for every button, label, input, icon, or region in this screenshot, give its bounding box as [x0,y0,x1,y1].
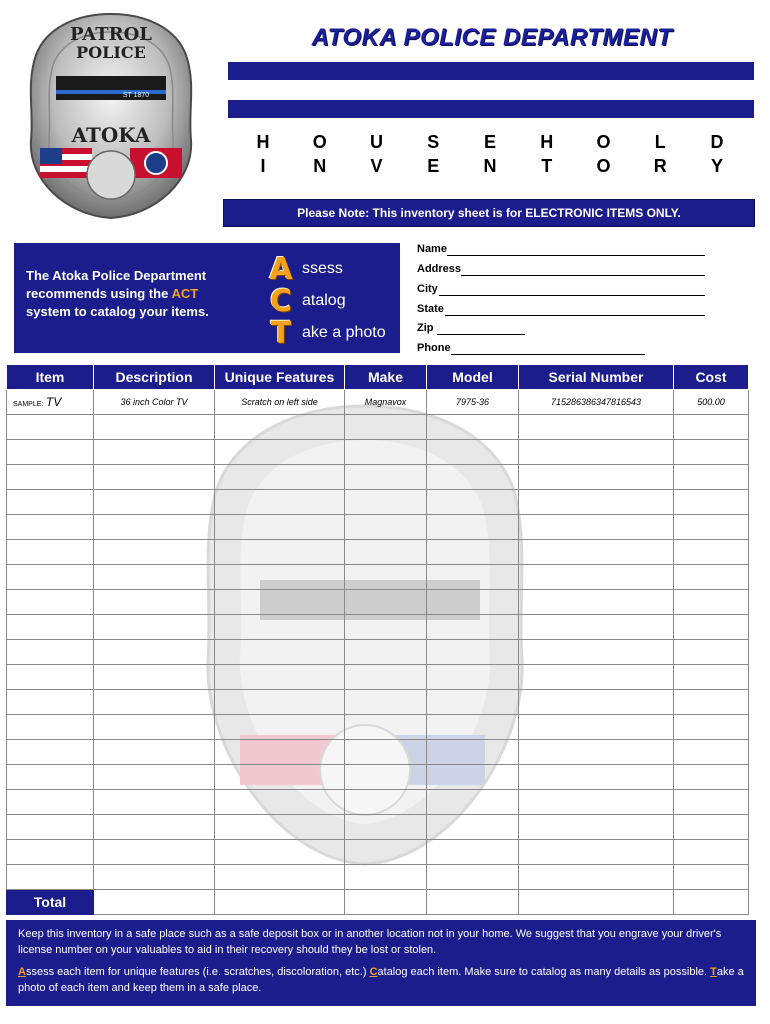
table-row [7,465,749,490]
header-bar-bottom [228,100,754,118]
table-cell[interactable] [345,690,427,715]
table-cell[interactable] [345,865,427,890]
table-cell[interactable] [674,665,749,690]
table-cell[interactable] [674,465,749,490]
table-cell[interactable] [427,790,519,815]
table-cell[interactable] [345,515,427,540]
table-cell[interactable] [215,640,345,665]
table-cell[interactable] [427,640,519,665]
table-cell[interactable] [519,890,674,915]
col-unique-features: Unique Features [215,365,345,390]
table-row [7,865,749,890]
table-row [7,690,749,715]
sample-item-cell[interactable]: SAMPLE: TV [7,390,94,415]
table-cell[interactable] [345,665,427,690]
table-cell[interactable] [94,540,215,565]
table-cell[interactable] [215,515,345,540]
table-cell[interactable] [215,715,345,740]
name-field[interactable] [417,243,447,255]
total-label: Total [7,890,94,915]
table-cell[interactable] [427,865,519,890]
table-cell[interactable] [674,540,749,565]
table-cell[interactable] [94,840,215,865]
table-cell[interactable] [674,615,749,640]
table-cell[interactable] [7,765,94,790]
table-cell[interactable] [427,815,519,840]
table-cell[interactable] [94,890,215,915]
table-cell[interactable] [519,565,674,590]
table-cell[interactable] [674,765,749,790]
table-cell[interactable] [345,565,427,590]
sample-serial-cell[interactable]: 715286386347816543 [519,390,674,415]
table-cell[interactable] [94,615,215,640]
table-cell[interactable] [215,765,345,790]
table-cell[interactable] [674,840,749,865]
table-cell[interactable] [427,840,519,865]
table-cell[interactable] [674,715,749,740]
table-cell[interactable] [94,740,215,765]
table-cell[interactable] [215,490,345,515]
table-cell[interactable] [427,690,519,715]
table-cell[interactable] [215,440,345,465]
table-cell[interactable] [7,465,94,490]
page-title: ATOKA POLICE DEPARTMENT [311,24,673,51]
table-cell[interactable] [215,665,345,690]
table-cell[interactable] [7,640,94,665]
footer-safekeeping-text: Keep this inventory in a safe place such as a safe deposit box or in another location not in your home. We suggest that you engrave your driver's license number on your valuables to aid in their recovery should they be lost or stolen. [18,928,722,956]
phone-label: Phone [417,342,451,354]
table-row [7,815,749,840]
table-cell[interactable] [215,865,345,890]
table-cell[interactable] [427,590,519,615]
table-cell[interactable] [519,815,674,840]
act-step-catalog: C atalog [269,283,346,319]
table-cell[interactable] [215,890,345,915]
table-cell[interactable] [519,765,674,790]
table-row [7,615,749,640]
col-description: Description [94,365,215,390]
police-badge-logo [26,10,196,222]
table-cell[interactable] [427,515,519,540]
table-cell[interactable] [215,415,345,440]
table-cell[interactable] [345,440,427,465]
table-cell[interactable] [427,565,519,590]
table-cell[interactable] [215,565,345,590]
sample-model-cell[interactable]: 7975-36 [427,390,519,415]
sample-cost-cell[interactable]: 500.00 [674,390,749,415]
table-cell[interactable] [345,615,427,640]
table-cell[interactable] [7,815,94,840]
table-cell[interactable] [674,640,749,665]
table-cell[interactable] [519,515,674,540]
table-cell[interactable] [94,415,215,440]
table-cell[interactable] [345,490,427,515]
table-cell[interactable] [7,565,94,590]
table-cell[interactable] [427,765,519,790]
table-cell[interactable] [7,865,94,890]
table-cell[interactable] [519,615,674,640]
table-cell[interactable] [94,790,215,815]
table-cell[interactable] [215,840,345,865]
table-cell[interactable] [94,440,215,465]
table-cell[interactable] [519,840,674,865]
state-label: State [417,303,444,315]
table-cell[interactable] [7,440,94,465]
table-cell[interactable] [345,640,427,665]
table-cell[interactable] [345,715,427,740]
table-cell[interactable] [345,465,427,490]
table-cell[interactable] [427,665,519,690]
table-cell[interactable] [674,515,749,540]
footer-act-text: Assess each item for unique features (i.e. scratches, discoloration, etc.) Catalog each item. Make sure to catalog as many details as possible. Take a photo of each item and keep them in a safe place. [18,966,744,994]
city-label: City [417,283,438,295]
electronic-items-note: Please Note: This inventory sheet is for ELECTRONIC ITEMS ONLY. [224,200,754,226]
table-cell[interactable] [94,865,215,890]
table-cell[interactable] [215,790,345,815]
table-row [7,565,749,590]
table-cell[interactable] [519,590,674,615]
state-field[interactable] [417,303,444,315]
table-cell[interactable] [674,790,749,815]
table-cell[interactable] [345,840,427,865]
table-cell[interactable] [345,590,427,615]
col-cost: Cost [674,365,749,390]
table-cell[interactable] [345,415,427,440]
table-cell[interactable] [94,565,215,590]
phone-field[interactable] [417,342,451,354]
table-row [7,765,749,790]
table-cell[interactable] [94,590,215,615]
table-cell[interactable] [345,740,427,765]
col-item: Item [7,365,94,390]
table-cell[interactable] [345,765,427,790]
address-label: Address [417,263,462,275]
table-cell[interactable] [7,615,94,640]
act-step-assess: A ssess [269,251,343,287]
table-cell[interactable] [7,690,94,715]
table-cell[interactable] [427,740,519,765]
act-recommendation: The Atoka Police Department recommends using the ACT system to catalog your items. [26,268,209,319]
table-cell[interactable] [519,690,674,715]
table-cell[interactable] [7,540,94,565]
table-cell[interactable] [674,490,749,515]
total-row [7,890,749,915]
table-row [7,640,749,665]
table-cell[interactable] [7,490,94,515]
table-cell[interactable] [674,590,749,615]
table-cell[interactable] [519,465,674,490]
table-cell[interactable] [345,540,427,565]
sample-row [7,390,749,415]
table-row [7,590,749,615]
table-cell[interactable] [519,715,674,740]
name-label: Name [417,243,447,255]
table-row [7,540,749,565]
table-cell[interactable] [7,665,94,690]
footer-instructions [6,920,756,1006]
table-cell[interactable] [427,490,519,515]
table-row [7,665,749,690]
table-cell[interactable] [345,815,427,840]
table-cell[interactable] [674,815,749,840]
table-cell[interactable] [7,740,94,765]
table-cell[interactable] [94,515,215,540]
table-cell[interactable] [519,740,674,765]
table-cell[interactable] [215,590,345,615]
table-cell[interactable] [674,440,749,465]
table-header-row [7,365,749,390]
inventory-table [6,364,748,912]
table-cell[interactable] [94,765,215,790]
act-system-box [14,243,400,353]
table-cell[interactable] [519,540,674,565]
table-row [7,415,749,440]
sample-make-cell[interactable]: Magnavox [345,390,427,415]
table-cell[interactable] [519,440,674,465]
table-cell[interactable] [427,440,519,465]
table-row [7,840,749,865]
table-cell[interactable] [215,615,345,640]
badge-mid-text: POLICE [76,43,146,62]
zip-field[interactable] [417,322,434,334]
sample-description-cell[interactable]: 36 inch Color TV [94,390,215,415]
table-cell[interactable] [427,415,519,440]
table-row [7,740,749,765]
table-cell[interactable] [94,640,215,665]
badge-top-text: PATROL [70,24,152,45]
table-cell[interactable] [427,540,519,565]
col-make: Make [345,365,427,390]
table-cell[interactable] [345,790,427,815]
table-cell[interactable] [94,815,215,840]
header-bar-top [228,62,754,80]
table-cell[interactable] [674,740,749,765]
table-cell[interactable] [519,865,674,890]
table-cell[interactable] [7,840,94,865]
table-cell[interactable] [519,790,674,815]
table-row [7,715,749,740]
household-word: H O U S E H O L D [256,132,724,152]
table-cell[interactable] [215,690,345,715]
sample-features-cell[interactable]: Scratch on left side [215,390,345,415]
table-cell[interactable] [345,890,427,915]
table-cell[interactable] [427,715,519,740]
table-cell[interactable] [519,490,674,515]
col-model: Model [427,365,519,390]
act-step-photo: T ake a photo [270,315,386,351]
table-cell[interactable] [7,515,94,540]
table-cell[interactable] [7,415,94,440]
table-cell[interactable] [427,890,519,915]
badge-date-text: ST 1870 [122,92,150,99]
table-cell[interactable] [674,415,749,440]
table-cell[interactable] [215,465,345,490]
table-cell[interactable] [427,615,519,640]
col-serial-number: Serial Number [519,365,674,390]
inventory-word: I N V E N T O R Y [260,156,723,176]
table-cell[interactable] [427,465,519,490]
table-cell[interactable] [94,690,215,715]
table-row [7,440,749,465]
table-cell[interactable] [94,665,215,690]
table-cell[interactable] [215,540,345,565]
table-cell[interactable] [94,465,215,490]
table-cell[interactable] [215,815,345,840]
table-cell[interactable] [94,715,215,740]
table-cell[interactable] [519,665,674,690]
table-cell[interactable] [674,865,749,890]
table-cell[interactable] [7,715,94,740]
table-cell[interactable] [519,415,674,440]
table-cell[interactable] [674,690,749,715]
table-cell[interactable] [94,490,215,515]
table-row [7,490,749,515]
table-cell[interactable] [519,640,674,665]
table-cell[interactable] [674,565,749,590]
table-cell[interactable] [7,590,94,615]
zip-label: Zip [417,322,434,334]
total-cost-cell[interactable] [674,890,749,915]
table-cell[interactable] [7,790,94,815]
city-field[interactable] [417,283,438,295]
address-field[interactable] [417,263,461,275]
table-row [7,515,749,540]
badge-bottom-text: ATOKA [71,123,151,147]
table-cell[interactable] [215,740,345,765]
table-row [7,790,749,815]
